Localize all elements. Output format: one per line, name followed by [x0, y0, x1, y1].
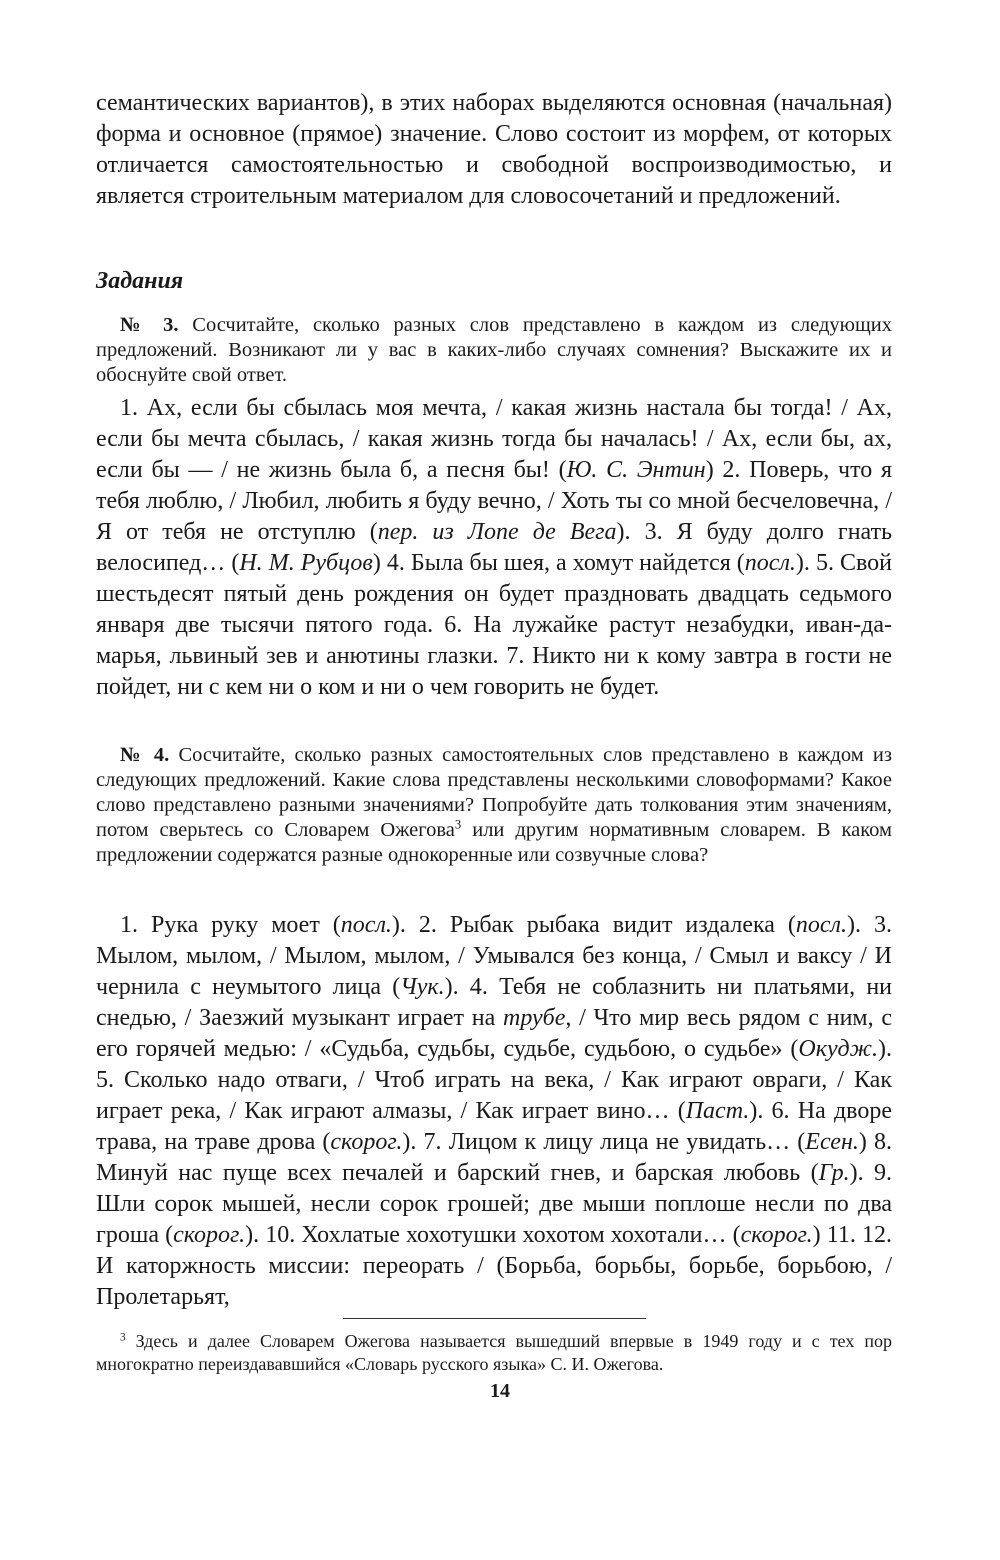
task3-sentences [96, 393, 892, 703]
source-citation: пер. из Лопе де Вега [377, 519, 617, 545]
source-citation: посл. [744, 550, 796, 576]
task4-text-b: или другим нормативным словарем. В каком предложении содержатся разные однокоренные или созвучные слова? [96, 819, 892, 866]
footnote-number: 3 [120, 1331, 126, 1344]
emphasized-word: трубе [503, 1005, 566, 1031]
task3-s5: ). 5. Свой шестьдесят пятый день рождения он будет праздновать двадцать седьмого января две тысячи пятого года. 6. На лужайке растут незабудки, иван-да-марья, львиный зев и анютины глазки. 7. Никто ни к кому завтра в гости не пойдет, ни с кем ни о ком и ни о чем говорить не будет. [96, 550, 893, 700]
task4-p10: ). 10. Хохлатые хохотушки хохотом хохотали… ( [245, 1222, 741, 1248]
task3-s2: ) 2. Поверь, что я тебя люблю, / Любил, любить я буду вечно, / Хоть ты со мной бесчеловечна, / Я от тебя не отступлю ( [96, 457, 892, 545]
source-citation: посл. [340, 912, 392, 938]
task4-instruction [96, 743, 892, 868]
task4-p4: ). 4. Тебя не соблазнить ни платьями, ни снедью, / Заезжий музыкант играет на [96, 974, 893, 1031]
task4-p7: ). 7. Лицом к лицу лица не увидать… ( [402, 1129, 806, 1155]
task4-p2: ). 2. Рыбак рыбака видит издалека ( [391, 912, 796, 938]
task3-instruction [96, 313, 892, 388]
task4-p8: ) 8. Минуй нас пуще всех печалей и барский гнев, и барская любовь ( [96, 1129, 893, 1186]
task4-text-a: Сосчитайте, сколько разных самостоятельных слов представлено в каждом из следующих предложений. Какие слова представлены несколькими словоформами? Какое слово представлено разными значениями? Попробуйте дать толкования этим значениям, потом сверьтесь со Словарем Ожегова [96, 744, 892, 841]
task4-p9: ). 9. Шли сорок мышей, несли сорок грошей; две мыши поплоше несли по два гроша ( [96, 1160, 892, 1248]
footnote-text: Здесь и далее Словарем Ожегова называется вышедший впервые в 1949 году и с тех пор многократно переиздававшийся «Словарь русского языка» С. И. Ожегова. [96, 1331, 892, 1374]
source-citation: скорог. [173, 1222, 246, 1248]
source-citation: скорог. [740, 1222, 813, 1248]
task4-p1: 1. Рука руку моет ( [120, 912, 341, 938]
page-number: 14 [490, 1380, 510, 1402]
source-citation: скорог. [330, 1129, 403, 1155]
source-citation: Есен. [805, 1129, 859, 1155]
source-citation: посл. [795, 912, 848, 938]
source-citation: Чук. [400, 974, 445, 1000]
task4-p4b: , / Что мир весь рядом с ним, с его горячей медью: / «Судьба, судьбы, судьбе, судьбою, о судьбе» ( [96, 1005, 892, 1062]
task3-number: № 3. [120, 314, 179, 336]
source-citation: Окудж. [798, 1036, 878, 1062]
task4-p5: ). 5. Сколько надо отваги, / Чтоб играть на века, / Как играют овраги, / Как играет река, / Как играют алмазы, / Как играет вино… ( [96, 1036, 892, 1124]
task3-s1: 1. Ах, если бы сбылась моя мечта, / какая жизнь настала бы тогда! / Ах, если бы мечта сбылась, / какая жизнь тогда бы началась! / Ах, если бы, ах, если бы — / не жизнь была б, а песня бы! ( [96, 395, 892, 483]
task3-s3: ). 3. Я буду долго гнать велосипед… ( [96, 519, 893, 576]
task4-p3: ). 3. Мылом, мылом, / Мылом, мылом, / Умывался без конца, / Смыл и ваксу / И чернила с неумытого лица ( [96, 912, 892, 1000]
intro-paragraph: семантических вариантов), в этих наборах выделяются основная (начальная) форма и основное (прямое) значение. Слово состоит из морфем, от которых отличается самостоятельностью и свободной воспроизводимостью, и является строительным материалом для словосочетаний и предложений. [96, 90, 892, 209]
footnote-divider [343, 1318, 646, 1319]
footnote-ref: 3 [454, 817, 462, 832]
task3-text: Сосчитайте, сколько разных слов представлено в каждом из следующих предложений. Возникают ли у вас в каких-либо случаях сомнения? Выскажите их и обоснуйте свой ответ. [96, 314, 892, 386]
source-citation: Н. М. Рубцов [239, 550, 373, 576]
task4-p11: ) 11. 12. И каторжность миссии: переорать / (Борьба, борьбы, борьбе, борьбою, / Пролетарьят, [96, 1222, 893, 1310]
task4-sentences [96, 910, 892, 1313]
task4-p6: ). 6. На дворе трава, на траве дрова ( [96, 1098, 893, 1155]
task4-number: № 4. [120, 744, 170, 766]
source-citation: Гр. [818, 1160, 850, 1186]
section-heading: Задания [96, 268, 184, 294]
source-citation: Паст. [685, 1098, 750, 1124]
source-citation: Ю. С. Энтин [566, 457, 706, 483]
footnote [96, 1330, 892, 1376]
task3-s4: ) 4. Была бы шея, а хомут найдется ( [372, 550, 745, 576]
